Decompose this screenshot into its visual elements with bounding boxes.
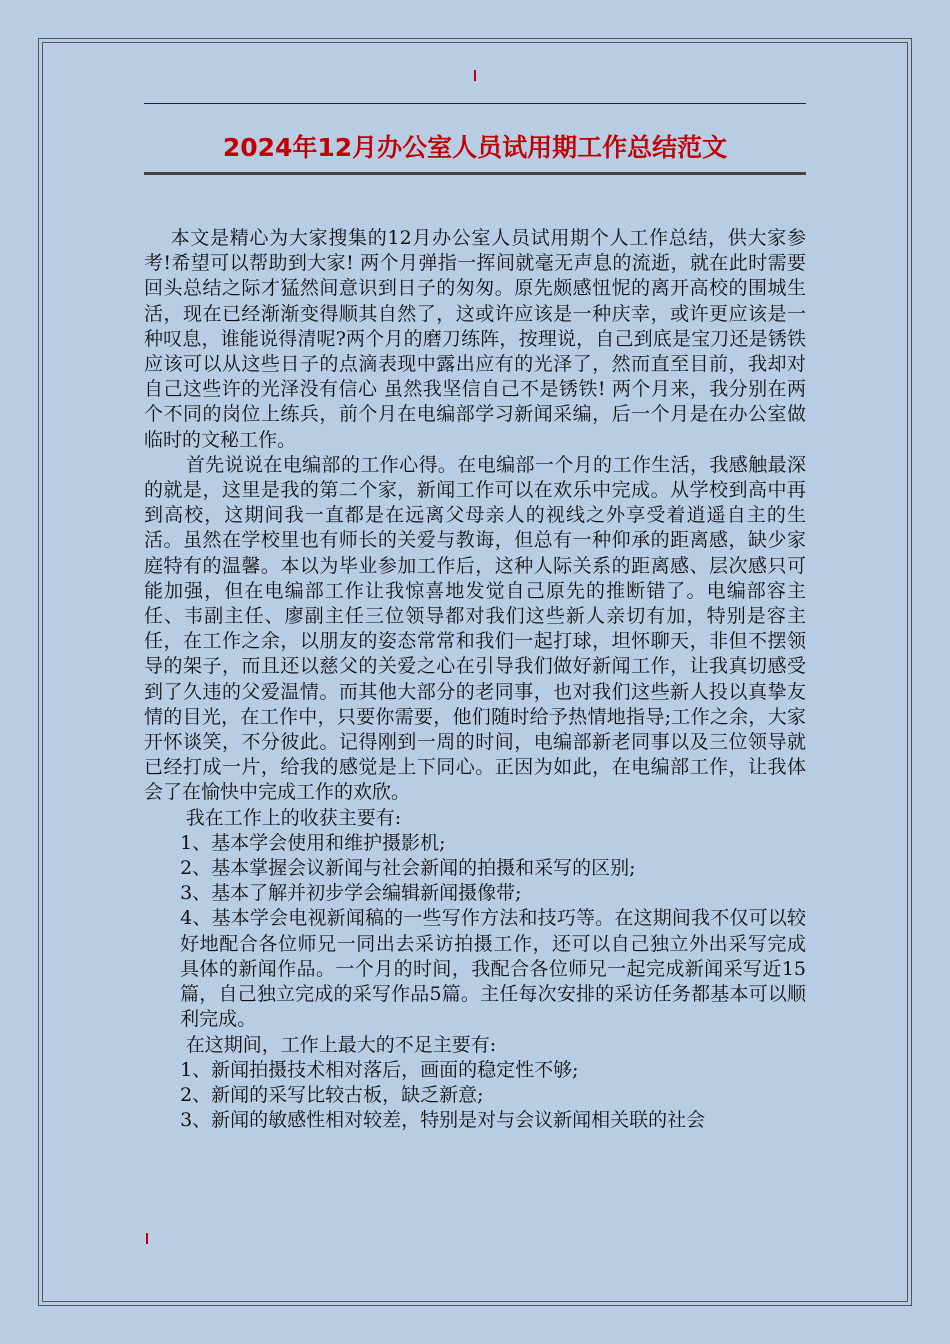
list-item-shortcoming-3: 3、新闻的敏感性相对较差，特别是对与会议新闻相关联的社会 <box>180 1109 706 1132</box>
header-rule <box>144 103 806 104</box>
title-underline <box>144 172 806 175</box>
paragraph-editing-department: 首先说说在电编部的工作心得。在电编部一个月的工作生活，我感触最深的就是，这里是我的第二个家，新闻工作可以在欢乐中完成。从学校到高中再到高校，这期间我一直都是在远离父母亲人的视线之外享受着逍遥自主的生活。虽然在学校里也有师长的关爱与教诲，但总有一种仰承的距离感，缺少家庭特有的温馨。本以为毕业参加工作后，这种人际关系的距离感、层次感只可能加强，但在电编部工作让我惊喜地发觉自己原先的推断错了。电编部容主任、韦副主任、廖副主任三位领导都对我们这些新人亲切有加，特别是容主任，在工作之余，以朋友的姿态常常和我们一起打球，坦怀聊天，非但不摆领导的架子，而且还以慈父的关爱之心在引导我们做好新闻工作，让我真切感受到了久违的父爱温情。而其他大部分的老同事，也对我们这些新人投以真挚友情的目光，在工作中，只要你需要，他们随时给予热情地指导;工作之余，大家开怀谈笑，不分彼此。记得刚到一周的时间，电编部新老同事以及三位领导就已经打成一片，给我的感觉是上下同心。正因为如此，在电编部工作，让我体会了在愉快中完成工作的欢欣。 <box>144 453 806 804</box>
document-title: 2024年12月办公室人员试用期工作总结范文 <box>222 133 728 162</box>
cursor-mark-bottom <box>146 1233 148 1244</box>
paragraph-shortcomings-heading: 在这期间，工作上最大的不足主要有: <box>185 1033 497 1056</box>
list-item-gain-1: 1、基本学会使用和维护摄影机; <box>180 831 446 854</box>
list-item-gain-3: 3、基本了解并初步学会编辑新闻摄像带; <box>180 882 522 905</box>
list-item-shortcoming-1: 1、新闻拍摄技术相对落后，画面的稳定性不够; <box>180 1058 579 1081</box>
document-body <box>144 226 806 1133</box>
cursor-mark-top <box>474 70 476 81</box>
list-item-gain-4-text: 4、基本学会电视新闻稿的一些写作方法和技巧等。在这期间我不仅可以较好地配合各位师兄一同出去采访拍摄工作，还可以自己独立外出采写完成具体的新闻作品。一个月的时间，我配合各位师兄一起完成新闻采写近15篇，自己独立完成的采写作品5篇。主任每次安排的采访任务都基本可以顺利完成。 <box>180 907 806 1031</box>
paragraph-gains-heading: 我在工作上的收获主要有: <box>185 806 402 829</box>
list-item-gain-4 <box>144 906 806 1032</box>
paragraph-intro: 本文是精心为大家搜集的12月办公室人员试用期个人工作总结，供大家参考!希望可以帮助到大家! 两个月弹指一挥间就毫无声息的流逝，就在此时需要回头总结之际才猛然间意识到日子的匆匆。原先颇感忸怩的离开高校的围城生活，现在已经渐渐变得顺其自然了，这或许应该是一种庆幸，或许更应该是一种叹息，谁能说得清呢?两个月的磨刀练阵，按理说，自己到底是宝刀还是锈铁应该可以从这些日子的点滴表现中露出应有的光泽了，然而直至目前，我却对自己这些许的光泽没有信心 虽然我坚信自己不是锈铁! 两个月来，我分别在两个不同的岗位上练兵，前个月在电编部学习新闻采编，后一个月是在办公室做临时的文秘工作。 <box>144 227 806 451</box>
list-item-gain-2: 2、基本掌握会议新闻与社会新闻的拍摄和采写的区别; <box>180 857 636 880</box>
list-item-shortcoming-2: 2、新闻的采写比较古板，缺乏新意; <box>180 1083 484 1106</box>
